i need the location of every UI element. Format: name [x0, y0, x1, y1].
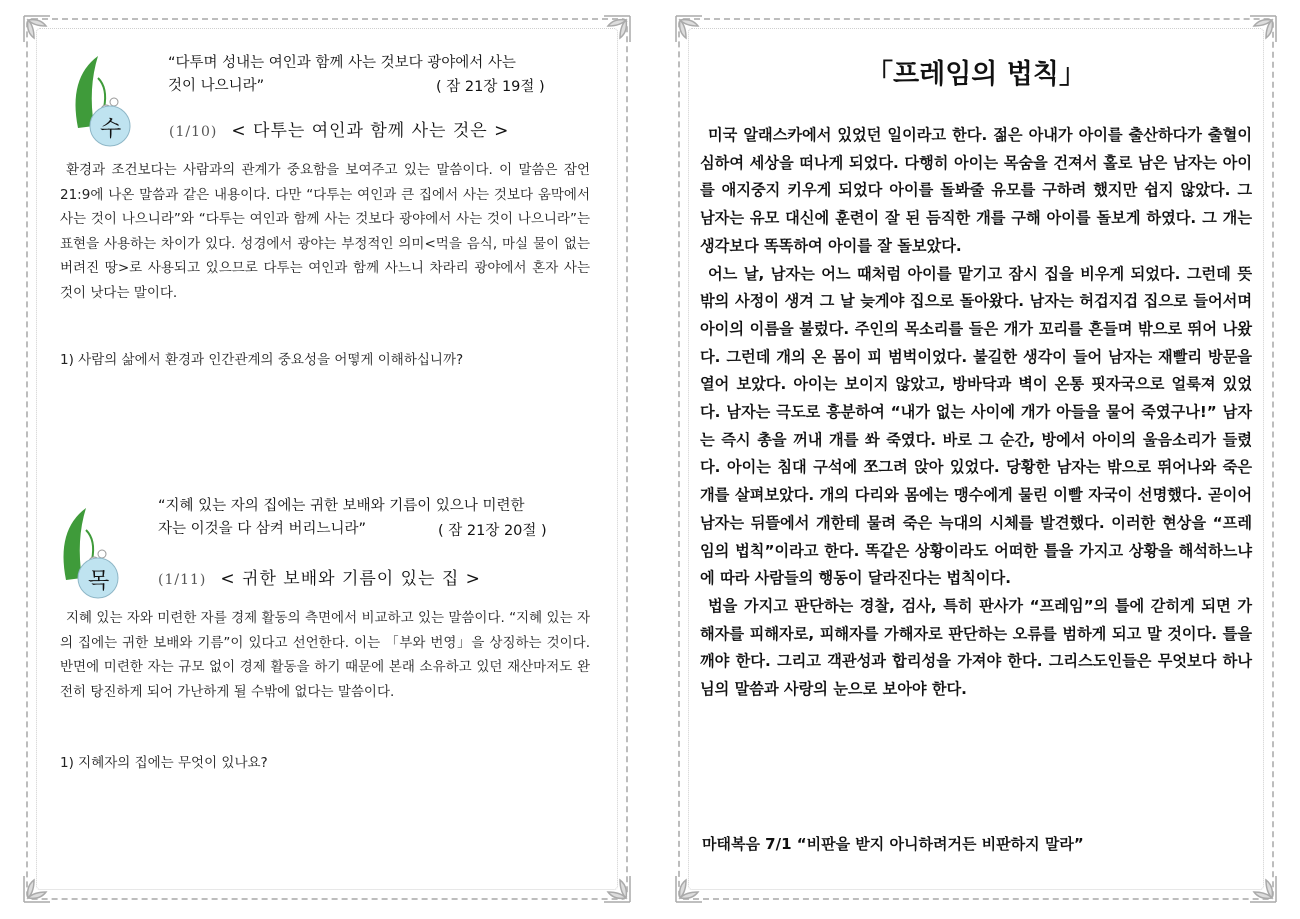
- entry-title: < 다투는 여인과 함께 사는 것은 >: [231, 121, 510, 141]
- article-paragraph: 미국 알래스카에서 있었던 일이라고 한다. 젊은 아내가 아이를 출산하다가 출혈이 심하여 세상을 떠나게 되었다. 다행히 아이는 목숨을 건져서 홀로 남은 남자는 아이를 애지중지 키우게 되었다 아이를 돌봐줄 유모를 구하려 했지만 쉽지 않았다. 그 남자는 유모 대신에 훈련이 잘 된 듬직한 개를 구해 아이를 돌보게 하였다. 그 개는 생각보다 똑똑하여 아이를 잘 돌보았다.: [700, 126, 1252, 255]
- left-page: [26, 18, 628, 900]
- verse-line: 것이 나으니라”: [168, 78, 265, 94]
- article-title: 「프레임의 법칙」: [866, 59, 1086, 90]
- footer-verse: 마태복음 7/1 “비판을 받지 아니하려거든 비판하지 말라”: [702, 835, 1084, 853]
- entry-date: (1/10): [169, 124, 218, 140]
- verse-line: “다투며 성내는 여인과 함께 사는 것보다 광야에서 사는: [168, 55, 516, 71]
- entry-date: (1/11): [158, 572, 207, 588]
- day-badge: [68, 48, 138, 148]
- corner-ornament-icon: [20, 854, 72, 906]
- article-body: [700, 122, 1252, 704]
- entry-body: 지혜 있는 자와 미련한 자를 경제 활동의 측면에서 비교하고 있는 말씀이다. “지혜 있는 자의 집에는 귀한 보배와 기름”이 있다고 선언한다. 이는 「부와 번영」을 상징하는 것이다. 반면에 미련한 자는 규모 없이 경제 활동을 하기 때문에 본래 소유하고 있던 재산마저도 완전히 탕진하게 되어 가난하게 될 수밖에 없다는 말씀이다.: [60, 610, 590, 700]
- verse-line: “지혜 있는 자의 집에는 귀한 보배와 기름이 있으나 미련한: [158, 498, 525, 514]
- corner-ornament-icon: [672, 854, 724, 906]
- entry-body: 환경과 조건보다는 사람과의 관계가 중요함을 보여주고 있는 말씀이다. 이 말씀은 잠언 21:9에 나온 말씀과 같은 내용이다. 다만 “다투는 여인과 큰 집에서 사는 것보다 움막에서 사는 것이 나으니라”와 “다투는 여인과 함께 사는 것보다 광야에서 사는 것이 나으니라”는 표현을 사용하는 차이가 있다. 성경에서 광야는 부정적인 의미<먹을 음식, 마실 물이 없는 버려진 땅>로 사용되고 있으므로 다투는 여인과 함께 사느니 차라리 광야에서 혼자 사는 것이 낫다는 말이다.: [60, 162, 590, 301]
- entry-title: < 귀한 보배와 기름이 있는 집 >: [220, 569, 481, 589]
- day-badge-label: 목: [88, 569, 110, 594]
- entry-heading: [158, 564, 481, 589]
- corner-ornament-icon: [20, 12, 72, 64]
- verse-reference: ( 잠 21장 20절 ): [438, 523, 547, 539]
- verse-reference: ( 잠 21장 19절 ): [436, 79, 545, 95]
- article-paragraph: 어느 날, 남자는 어느 때처럼 아이를 맡기고 잠시 집을 비우게 되었다. 그런데 뜻밖의 사정이 생겨 그 날 늦게야 집으로 돌아왔다. 남자는 허겁지겁 집으로 들어서며 아이의 이름을 불렀다. 주인의 목소리를 들은 개가 꼬리를 흔들며 밖으로 뛰어 나왔다. 그런데 개의 온 몸이 피 범벅이었다. 불길한 생각이 들어 남자는 재빨리 방문을 열어 보았다. 아이는 보이지 않았고, 방바닥과 벽이 온통 핏자국으로 얼룩져 있었다. 남자는 극도로 흥분하여 “내가 없는 사이에 개가 아들을 물어 죽였구나!” 남자는 즉시 총을 꺼내 개를 쏴 죽였다. 바로 그 순간, 방에서 아이의 울음소리가 들렸다. 아이는 침대 구석에 쪼그려 앉아 있었다. 당황한 남자는 밖으로 뛰어나와 죽은 개를 살펴보았다. 개의 다리와 몸에는 맹수에게 물린 이빨 자국이 선명했다. 곧이어 남자는 뒤뜰에서 개한테 물려 죽은 늑대의 시체를 발견했다. 이러한 현상을 “프레임의 법칙”이라고 한다. 똑같은 상황이라도 어떠한 틀을 가지고 상황을 해석하느냐에 따라 사람들의 행동이 달라진다는 법칙이다.: [700, 264, 1252, 588]
- entry-heading: [169, 116, 509, 141]
- corner-ornament-icon: [582, 854, 634, 906]
- corner-ornament-icon: [1228, 854, 1280, 906]
- right-page: [678, 18, 1274, 900]
- entry-question: 1) 지혜자의 집에는 무엇이 있나요?: [60, 755, 268, 771]
- verse-line: 자는 이것을 다 삼켜 버리느니라”: [158, 521, 367, 537]
- article-paragraph: 법을 가지고 판단하는 경찰, 검사, 특히 판사가 “프레임”의 틀에 갇히게 되면 가해자를 피해자로, 피해자를 가해자로 판단하는 오류를 범하게 되고 말 것이다. 틀을 깨야 한다. 그리고 객관성과 합리성을 가져야 한다. 그리스도인들은 무엇보다 하나님의 말씀과 사랑의 눈으로 보아야 한다.: [700, 596, 1252, 699]
- day-badge-label: 수: [100, 117, 122, 142]
- entry-question: 1) 사람의 삶에서 환경과 인간관계의 중요성을 어떻게 이해하십니까?: [60, 352, 464, 368]
- day-badge: [56, 500, 126, 600]
